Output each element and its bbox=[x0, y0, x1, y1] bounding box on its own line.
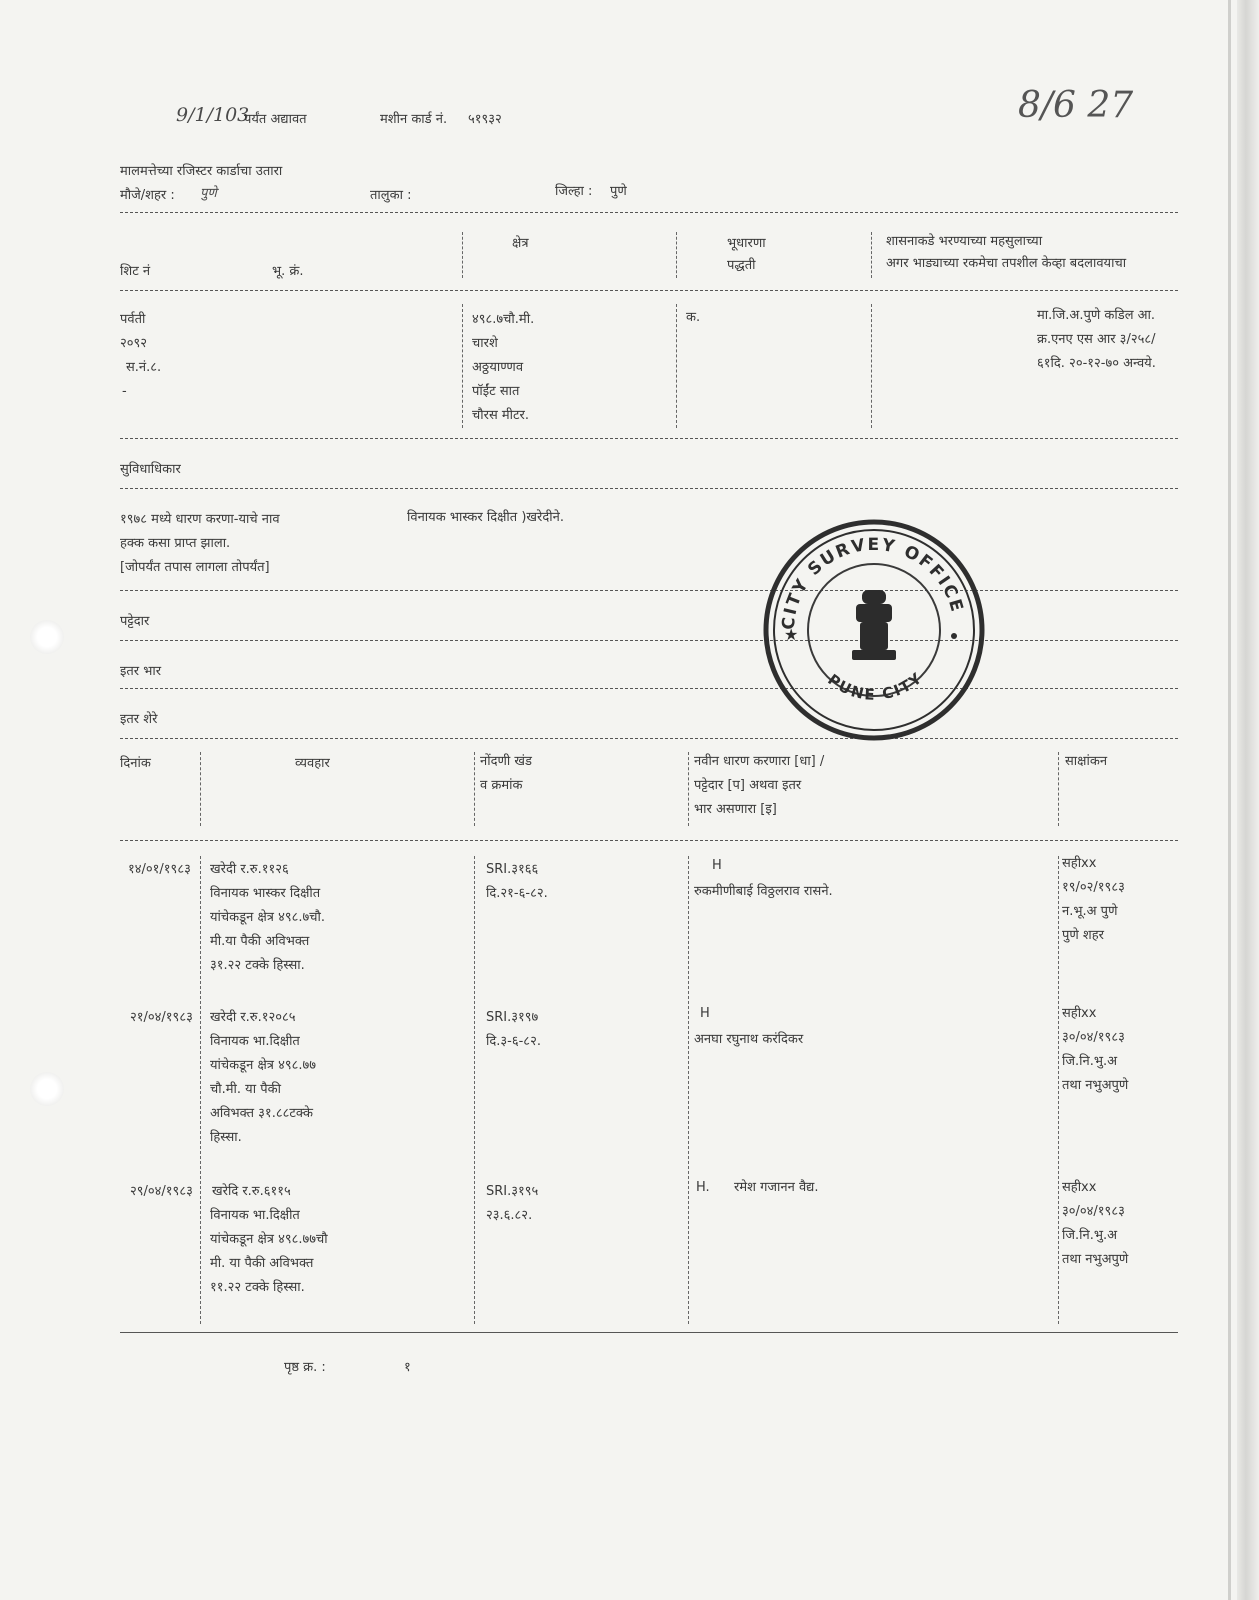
row-date: २१/०४/१९८३ bbox=[130, 1010, 193, 1025]
lessee-label: पट्टेदार bbox=[120, 614, 150, 629]
village-value: पुणे bbox=[200, 186, 217, 201]
revenue-line: ६१दि. २०-१२-७० अन्वये. bbox=[1037, 356, 1156, 371]
col-divider bbox=[1058, 752, 1059, 826]
district-value: पुणे bbox=[610, 184, 627, 199]
punch-hole bbox=[30, 620, 64, 654]
divider bbox=[120, 488, 1178, 489]
stamp-text-top: CITY SURVEY OFFICE bbox=[778, 534, 968, 631]
row-attest-line: न.भू.अ पुणे bbox=[1062, 904, 1118, 919]
divider bbox=[120, 640, 1178, 641]
row-volume-line: SRI.३१९७ bbox=[486, 1010, 539, 1025]
stamp-text-bottom: PUNE CITY bbox=[824, 668, 927, 704]
divider bbox=[120, 840, 1178, 841]
revenue-line: मा.जि.अ.पुणे कडिल आ. bbox=[1037, 308, 1156, 323]
row-transaction-line: हिस्सा. bbox=[210, 1130, 242, 1145]
city-survey-office-stamp bbox=[762, 518, 986, 742]
row-holder-mark: H. bbox=[696, 1180, 710, 1195]
divider bbox=[120, 290, 1178, 291]
sheet-line: - bbox=[122, 384, 127, 399]
row-attest-line: ३०/०४/१९८३ bbox=[1062, 1204, 1125, 1219]
paper-edge bbox=[1237, 0, 1259, 1600]
col-revenue-line2: अगर भाड्याच्या रकमेचा तपशील केव्हा बदलावयाचा bbox=[886, 256, 1127, 271]
revenue-line: क्र.एनए एस आर ३/२५८/ bbox=[1037, 332, 1156, 347]
tenure-value: क. bbox=[686, 310, 701, 325]
col-divider bbox=[200, 856, 201, 1324]
taluka-label: तालुका : bbox=[370, 188, 412, 203]
holder-label-line: १९७८ मध्ये धारण करणा-याचे नाव bbox=[120, 512, 280, 527]
col-area: क्षेत्र bbox=[512, 236, 529, 251]
period-suffix: पर्यंत अद्यावत bbox=[244, 112, 307, 127]
col-divider bbox=[462, 232, 463, 278]
sheet-line: पर्वती bbox=[120, 312, 146, 327]
row-date: २९/०४/१९८३ bbox=[130, 1184, 193, 1199]
row-transaction-line: ११.२२ टक्के हिस्सा. bbox=[210, 1280, 305, 1295]
col-divider bbox=[474, 752, 475, 826]
divider bbox=[120, 590, 1178, 591]
machine-card-label: मशीन कार्ड नं. bbox=[380, 112, 448, 127]
row-holder-mark: H bbox=[712, 858, 722, 873]
row-attest-line: जि.नि.भु.अ bbox=[1062, 1228, 1118, 1243]
row-date: १४/०१/१९८३ bbox=[128, 862, 191, 877]
col-volume-line1: नोंदणी खंड bbox=[480, 754, 532, 769]
col-divider bbox=[474, 856, 475, 1324]
paper-edge-line bbox=[1228, 0, 1231, 1600]
row-attest-line: पुणे शहर bbox=[1062, 928, 1104, 943]
star-icon: ★ bbox=[784, 625, 799, 644]
col-divider bbox=[688, 752, 689, 826]
col-divider bbox=[871, 232, 872, 278]
col-date: दिनांक bbox=[120, 756, 151, 771]
col-divider bbox=[200, 752, 201, 826]
col-divider bbox=[1058, 856, 1059, 1324]
row-transaction-line: यांचेकडून क्षेत्र ४९८.७चौ. bbox=[210, 910, 326, 925]
machine-card-number: ५१९३२ bbox=[468, 112, 502, 127]
row-transaction-line: विनायक भा.दिक्षीत bbox=[210, 1208, 300, 1223]
col-volume-line2: व क्रमांक bbox=[480, 778, 523, 793]
sheet-line: स.नं.८. bbox=[126, 360, 162, 375]
col-divider bbox=[462, 304, 463, 428]
extract-title: मालमत्तेच्या रजिस्टर कार्डाचा उतारा bbox=[120, 164, 283, 179]
row-attest-line: १९/०२/१९८३ bbox=[1062, 880, 1125, 895]
row-holder-name: रमेश गजानन वैद्य. bbox=[734, 1180, 819, 1195]
divider bbox=[120, 212, 1178, 213]
divider bbox=[120, 1332, 1178, 1333]
col-tenure-line1: भूधारणा bbox=[727, 236, 766, 251]
area-line: पॉईंट सात bbox=[472, 384, 520, 399]
svg-text:PUNE CITY bbox=[824, 668, 926, 703]
row-attest-line: जि.नि.भु.अ bbox=[1062, 1054, 1118, 1069]
row-transaction-line: विनायक भा.दिक्षीत bbox=[210, 1034, 300, 1049]
col-divider bbox=[676, 232, 677, 278]
row-transaction-line: यांचेकडून क्षेत्र ४९८.७७ bbox=[210, 1058, 317, 1073]
area-line: चौरस मीटर. bbox=[472, 408, 530, 423]
period-handwritten: 9/1/103 bbox=[176, 104, 250, 126]
row-volume-line: २३.६.८२. bbox=[486, 1208, 533, 1223]
sheet-line: २०९२ bbox=[120, 336, 148, 351]
col-transaction: व्यवहार bbox=[295, 756, 330, 771]
row-transaction-line: विनायक भास्कर दिक्षीत bbox=[210, 886, 321, 901]
row-volume-line: SRI.३१६६ bbox=[486, 862, 539, 877]
row-transaction-line: खरेदी र.रु.१२०८५ bbox=[210, 1010, 296, 1025]
row-transaction-line: खरेदि र.रु.६११५ bbox=[212, 1184, 291, 1199]
row-transaction-line: अविभक्त ३१.८८टक्के bbox=[210, 1106, 313, 1121]
divider bbox=[120, 688, 1178, 689]
col-sheet-no: शिट नं bbox=[120, 264, 151, 279]
col-divider bbox=[871, 304, 872, 428]
other-remarks-label: इतर शेरे bbox=[120, 712, 158, 727]
area-line: चारशे bbox=[472, 336, 498, 351]
col-tenure-line2: पद्धती bbox=[727, 258, 756, 273]
punch-hole bbox=[30, 1072, 64, 1106]
area-line: ४९८.७चौ.मी. bbox=[472, 312, 535, 327]
district-label: जिल्हा : bbox=[555, 184, 593, 199]
col-divider bbox=[676, 304, 677, 428]
col-survey-no: भू. क्रं. bbox=[272, 264, 304, 279]
col-new-holder-line: नवीन धारण करणारा [धा] / bbox=[694, 754, 825, 769]
col-new-holder-line: भार असणारा [इ] bbox=[694, 802, 777, 817]
row-transaction-line: ३१.२२ टक्के हिस्सा. bbox=[210, 958, 305, 973]
row-holder-mark: H bbox=[700, 1006, 710, 1021]
row-attest-line: सहीxx bbox=[1062, 856, 1097, 871]
page-number: १ bbox=[404, 1360, 411, 1375]
village-label: मौजे/शहर : bbox=[120, 188, 175, 203]
national-emblem-icon bbox=[852, 590, 896, 660]
holder-label-line: हक्क कसा प्राप्त झाला. bbox=[120, 536, 231, 551]
row-attest-line: तथा नभुअपुणे bbox=[1062, 1252, 1129, 1267]
other-burden-label: इतर भार bbox=[120, 664, 162, 679]
easement-label: सुविधाधिकार bbox=[120, 462, 181, 477]
holder-value: विनायक भास्कर दिक्षीत )खरेदीने. bbox=[407, 510, 564, 525]
area-line: अठ्ठयाण्णव bbox=[472, 360, 524, 375]
holder-label-line: [जोपर्यंत तपास लागला तोपर्यंत] bbox=[120, 560, 270, 575]
row-transaction-line: चौ.मी. या पैकी bbox=[210, 1082, 281, 1097]
row-volume-line: दि.३-६-८२. bbox=[486, 1034, 541, 1049]
row-volume-line: SRI.३१९५ bbox=[486, 1184, 539, 1199]
col-attestation: साक्षांकन bbox=[1065, 754, 1108, 769]
divider bbox=[120, 438, 1178, 439]
col-new-holder-line: पट्टेदार [प] अथवा इतर bbox=[694, 778, 802, 793]
page-number-label: पृष्ठ क्र. : bbox=[284, 1360, 326, 1375]
col-divider bbox=[688, 856, 689, 1324]
row-attest-line: तथा नभुअपुणे bbox=[1062, 1078, 1129, 1093]
col-revenue-line1: शासनाकडे भरण्याच्या महसुलाच्या bbox=[886, 234, 1043, 249]
row-transaction-line: मी.या पैकी अविभक्त bbox=[210, 934, 310, 949]
corner-handwritten-number: 8/6 27 bbox=[1018, 85, 1134, 126]
row-attest-line: ३०/०४/१९८३ bbox=[1062, 1030, 1125, 1045]
row-attest-line: सहीxx bbox=[1062, 1006, 1097, 1021]
row-holder-name: रुकमीणीबाई विठ्ठलराव रासने. bbox=[694, 884, 833, 899]
row-attest-line: सहीxx bbox=[1062, 1180, 1097, 1195]
divider bbox=[120, 738, 1178, 739]
row-volume-line: दि.२१-६-८२. bbox=[486, 886, 548, 901]
row-transaction-line: मी. या पैकी अविभक्त bbox=[210, 1256, 314, 1271]
row-holder-name: अनघा रघुनाथ करंदिकर bbox=[694, 1032, 804, 1047]
row-transaction-line: यांचेकडून क्षेत्र ४९८.७७चौ bbox=[210, 1232, 328, 1247]
row-transaction-line: खरेदी र.रु.११२६ bbox=[210, 862, 289, 877]
